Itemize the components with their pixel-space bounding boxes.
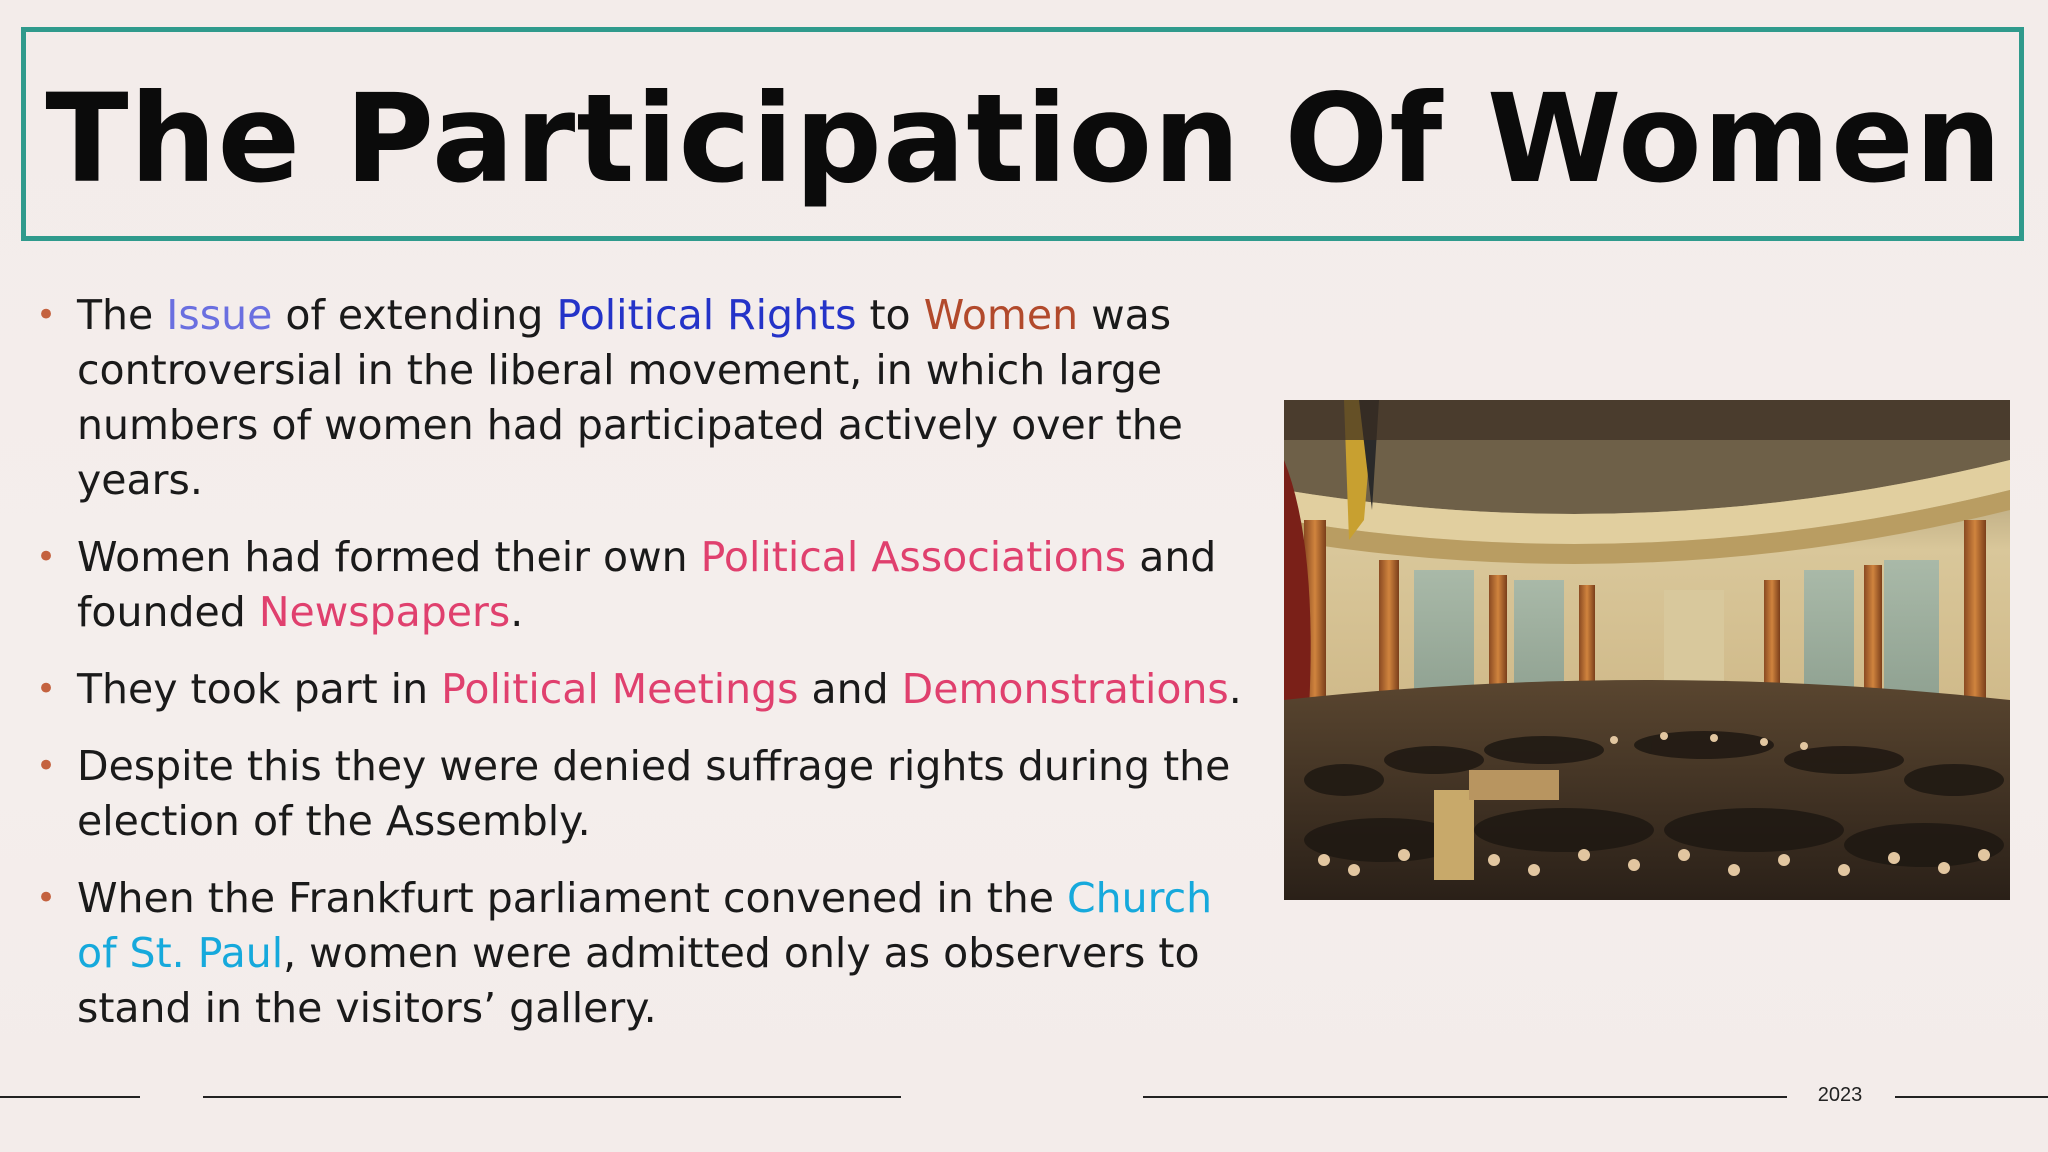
bullet-dot-icon: • — [36, 669, 57, 709]
bullet-text: They took part in — [77, 665, 442, 713]
bullet-dot-icon: • — [36, 537, 57, 577]
bullet-text: The — [77, 291, 167, 339]
highlighted-term: Political Meetings — [441, 665, 799, 713]
highlighted-term: Church of St. Paul — [77, 874, 1213, 977]
bullet-dot-icon: • — [36, 295, 57, 335]
bullet-text: was controversial in the liberal movement, in which large numbers of women had participated actively over the years. — [77, 291, 1183, 504]
bullet-text: . — [1228, 665, 1242, 713]
bullet-item — [34, 662, 1254, 717]
footer-line-3 — [1143, 1096, 1787, 1098]
footer-line-4 — [1895, 1096, 2048, 1098]
bullet-dot-icon: • — [36, 878, 57, 918]
highlighted-term: Issue — [166, 291, 273, 339]
bullet-text: and founded — [77, 533, 1217, 636]
bullet-text: to — [856, 291, 924, 339]
bullet-text: , women were admitted only as observers to stand in the visitors’ gallery. — [77, 929, 1200, 1032]
bullet-dot-icon: • — [36, 746, 57, 786]
slide-title: The Participation Of Women — [45, 68, 2003, 210]
highlighted-term: Newspapers — [258, 588, 511, 636]
bullet-item — [34, 871, 1254, 1036]
highlighted-term: Political Rights — [556, 291, 857, 339]
bullet-text: of extending — [272, 291, 557, 339]
bullet-text: Despite this they were denied suffrage rights during the election of the Assembly. — [77, 742, 1231, 845]
highlighted-term: Political Associations — [700, 533, 1127, 581]
footer-line-2 — [203, 1096, 901, 1098]
highlighted-term: Demonstrations — [901, 665, 1229, 713]
bullet-text: . — [510, 588, 524, 636]
highlighted-term: Women — [923, 291, 1079, 339]
bullet-item — [34, 288, 1254, 508]
bullet-list — [34, 288, 1254, 1058]
bullet-text: When the Frankfurt parliament convened in the — [77, 874, 1068, 922]
bullet-text: and — [798, 665, 902, 713]
footer-line-1 — [0, 1096, 140, 1098]
footer-year: 2023 — [1817, 1084, 1863, 1106]
parliament-illustration — [1284, 400, 2010, 900]
bullet-text: Women had formed their own — [77, 533, 701, 581]
parliament-image — [1284, 400, 2010, 900]
bullet-item — [34, 739, 1254, 849]
bullet-item — [34, 530, 1254, 640]
